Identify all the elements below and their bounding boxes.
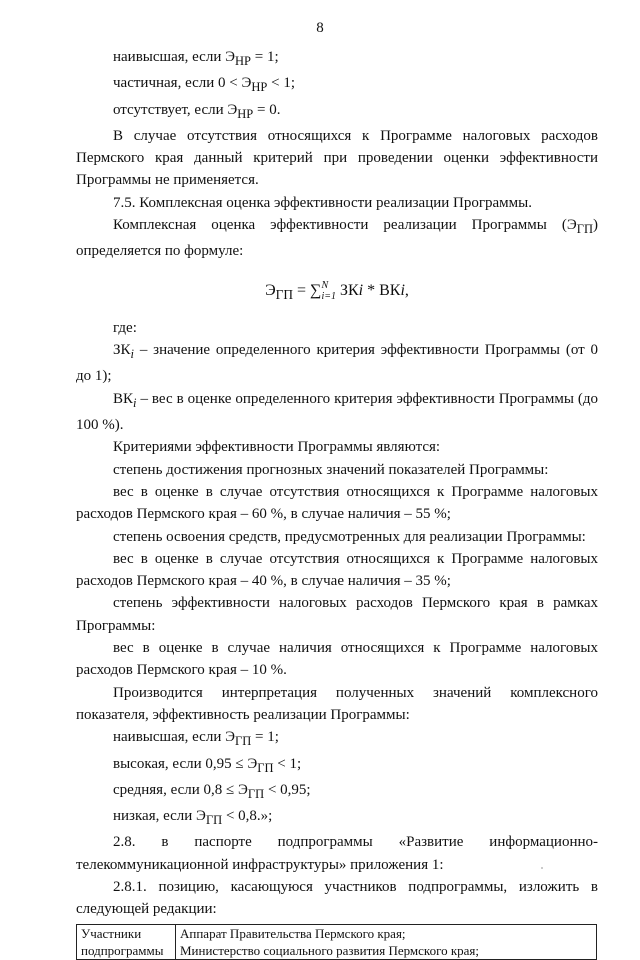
sum-limits bbox=[321, 280, 336, 302]
text: – вес в оценке определенного критерия эффективности Программы (до 100 %). bbox=[76, 390, 598, 434]
text: ) определяется по формуле: bbox=[76, 217, 598, 260]
formula bbox=[76, 279, 598, 307]
text: ВК bbox=[113, 390, 134, 407]
subscript: ГП bbox=[235, 734, 252, 749]
text: Комплексная оценка эффективности реализации Программы (Э bbox=[113, 217, 577, 234]
criterion-3-weight: вес в оценке в случае наличия относящихся к Программе налоговых расходов Пермского края – 10 %. bbox=[76, 640, 598, 679]
text: ЗК bbox=[113, 342, 131, 359]
participants-table bbox=[76, 924, 597, 960]
subscript: i bbox=[130, 347, 135, 362]
criterion-2-weight: вес в оценке в случае отсутствия относящихся к Программе налоговых расходов Пермского края – 40 %, в случае наличия – 35 %; bbox=[76, 550, 598, 590]
where-label: где: bbox=[113, 319, 137, 336]
subscript: ГП bbox=[247, 786, 265, 801]
paragraph-absent-tax: В случае отсутствия относящихся к Программе налоговых расходов Пермского края данный критерий при проведении оценки эффективности Программы не применяется. bbox=[76, 127, 598, 189]
criterion-1: степень достижения прогнозных значений показателей Программы: bbox=[113, 461, 549, 478]
rating-absent-nr bbox=[76, 99, 598, 125]
table-label-line: Участники bbox=[81, 925, 142, 941]
criterion-3: степень эффективности налоговых расходов Пермского края в рамках Программы: bbox=[76, 595, 598, 634]
text: наивысшая, если Э bbox=[113, 49, 235, 65]
text: < 0,95; bbox=[264, 781, 311, 798]
subscript: ГП bbox=[576, 222, 593, 237]
table-label-line: подпрограммы bbox=[81, 942, 164, 958]
interpretation-intro: Производится интерпретация полученных значений комплексного показателя, эффективность реализации Программы: bbox=[76, 684, 598, 723]
text: = 0. bbox=[253, 101, 281, 118]
definition-zk bbox=[76, 339, 598, 388]
table-label-cell bbox=[77, 924, 176, 959]
text: отсутствует, если Э bbox=[113, 101, 238, 118]
sum-lower: i=1 bbox=[321, 291, 336, 302]
table-row bbox=[77, 924, 597, 959]
text: высокая, если 0,95 ≤ Э bbox=[113, 755, 258, 772]
paragraph-complex-assessment bbox=[76, 214, 598, 263]
criterion-2: степень освоения средств, предусмотренных для реализации Программы: bbox=[113, 528, 586, 545]
formula-lhs-sub: ГП bbox=[275, 286, 293, 302]
sum-sign: ∑ bbox=[310, 281, 322, 299]
scan-speck bbox=[541, 867, 543, 869]
criterion-1-weight: вес в оценке в случае отсутствия относящихся к Программе налоговых расходов Пермского края – 60 %, в случае наличия – 55 %; bbox=[76, 483, 598, 523]
rating-partial-nr bbox=[76, 72, 598, 98]
formula-index: i bbox=[358, 281, 364, 299]
table-value-line: Министерство социального развития Пермского края; bbox=[180, 942, 480, 958]
text: < 1; bbox=[267, 75, 296, 92]
subscript: ГП bbox=[257, 760, 274, 775]
table-value-cell bbox=[176, 924, 597, 959]
section-2-8: 2.8. в паспорте подпрограммы «Развитие информационно-телекоммуникационной инфраструктуры» приложения 1: bbox=[76, 834, 598, 873]
text: наивысшая, если Э bbox=[113, 729, 235, 746]
subscript: ГП bbox=[205, 813, 223, 828]
subscript: НР bbox=[237, 106, 254, 121]
criteria-intro: Критериями эффективности Программы являются: bbox=[113, 439, 441, 456]
subscript: НР bbox=[251, 80, 268, 95]
text: < 1; bbox=[273, 755, 302, 772]
rating-medium-gp bbox=[76, 779, 598, 805]
rating-highest-nr bbox=[76, 46, 598, 72]
section-2-8-1: 2.8.1. позицию, касающуюся участников подпрограммы, изложить в следующей редакции: bbox=[76, 878, 598, 918]
formula-lhs: Э bbox=[265, 281, 276, 299]
page-number: 8 bbox=[316, 20, 324, 36]
formula-end: , bbox=[404, 281, 409, 299]
formula-term-vk: * ВК bbox=[363, 281, 401, 299]
sum-upper: N bbox=[321, 280, 329, 291]
text: низкая, если Э bbox=[113, 808, 206, 825]
document-body bbox=[76, 46, 598, 960]
subscript: НР bbox=[235, 54, 251, 68]
text: = 1; bbox=[250, 49, 279, 65]
section-7-5-heading: 7.5. Комплексная оценка эффективности реализации Программы. bbox=[113, 194, 532, 211]
formula-index: i bbox=[400, 281, 405, 299]
definition-vk bbox=[76, 388, 598, 437]
text: – значение определенного критерия эффективности Программы (от 0 до 1); bbox=[76, 342, 598, 385]
rating-highest-gp bbox=[76, 726, 598, 752]
text: частичная, если 0 < Э bbox=[113, 75, 252, 92]
rating-high-gp bbox=[76, 753, 598, 779]
text: средняя, если 0,8 ≤ Э bbox=[113, 781, 248, 798]
formula-eq: = bbox=[293, 281, 311, 299]
table-value-line: Аппарат Правительства Пермского края; bbox=[180, 925, 406, 941]
formula-term-zk: ЗК bbox=[335, 281, 359, 299]
text: = 1; bbox=[251, 729, 279, 746]
rating-low-gp bbox=[76, 805, 598, 831]
subscript: i bbox=[133, 395, 137, 410]
text: < 0,8.»; bbox=[222, 808, 273, 825]
